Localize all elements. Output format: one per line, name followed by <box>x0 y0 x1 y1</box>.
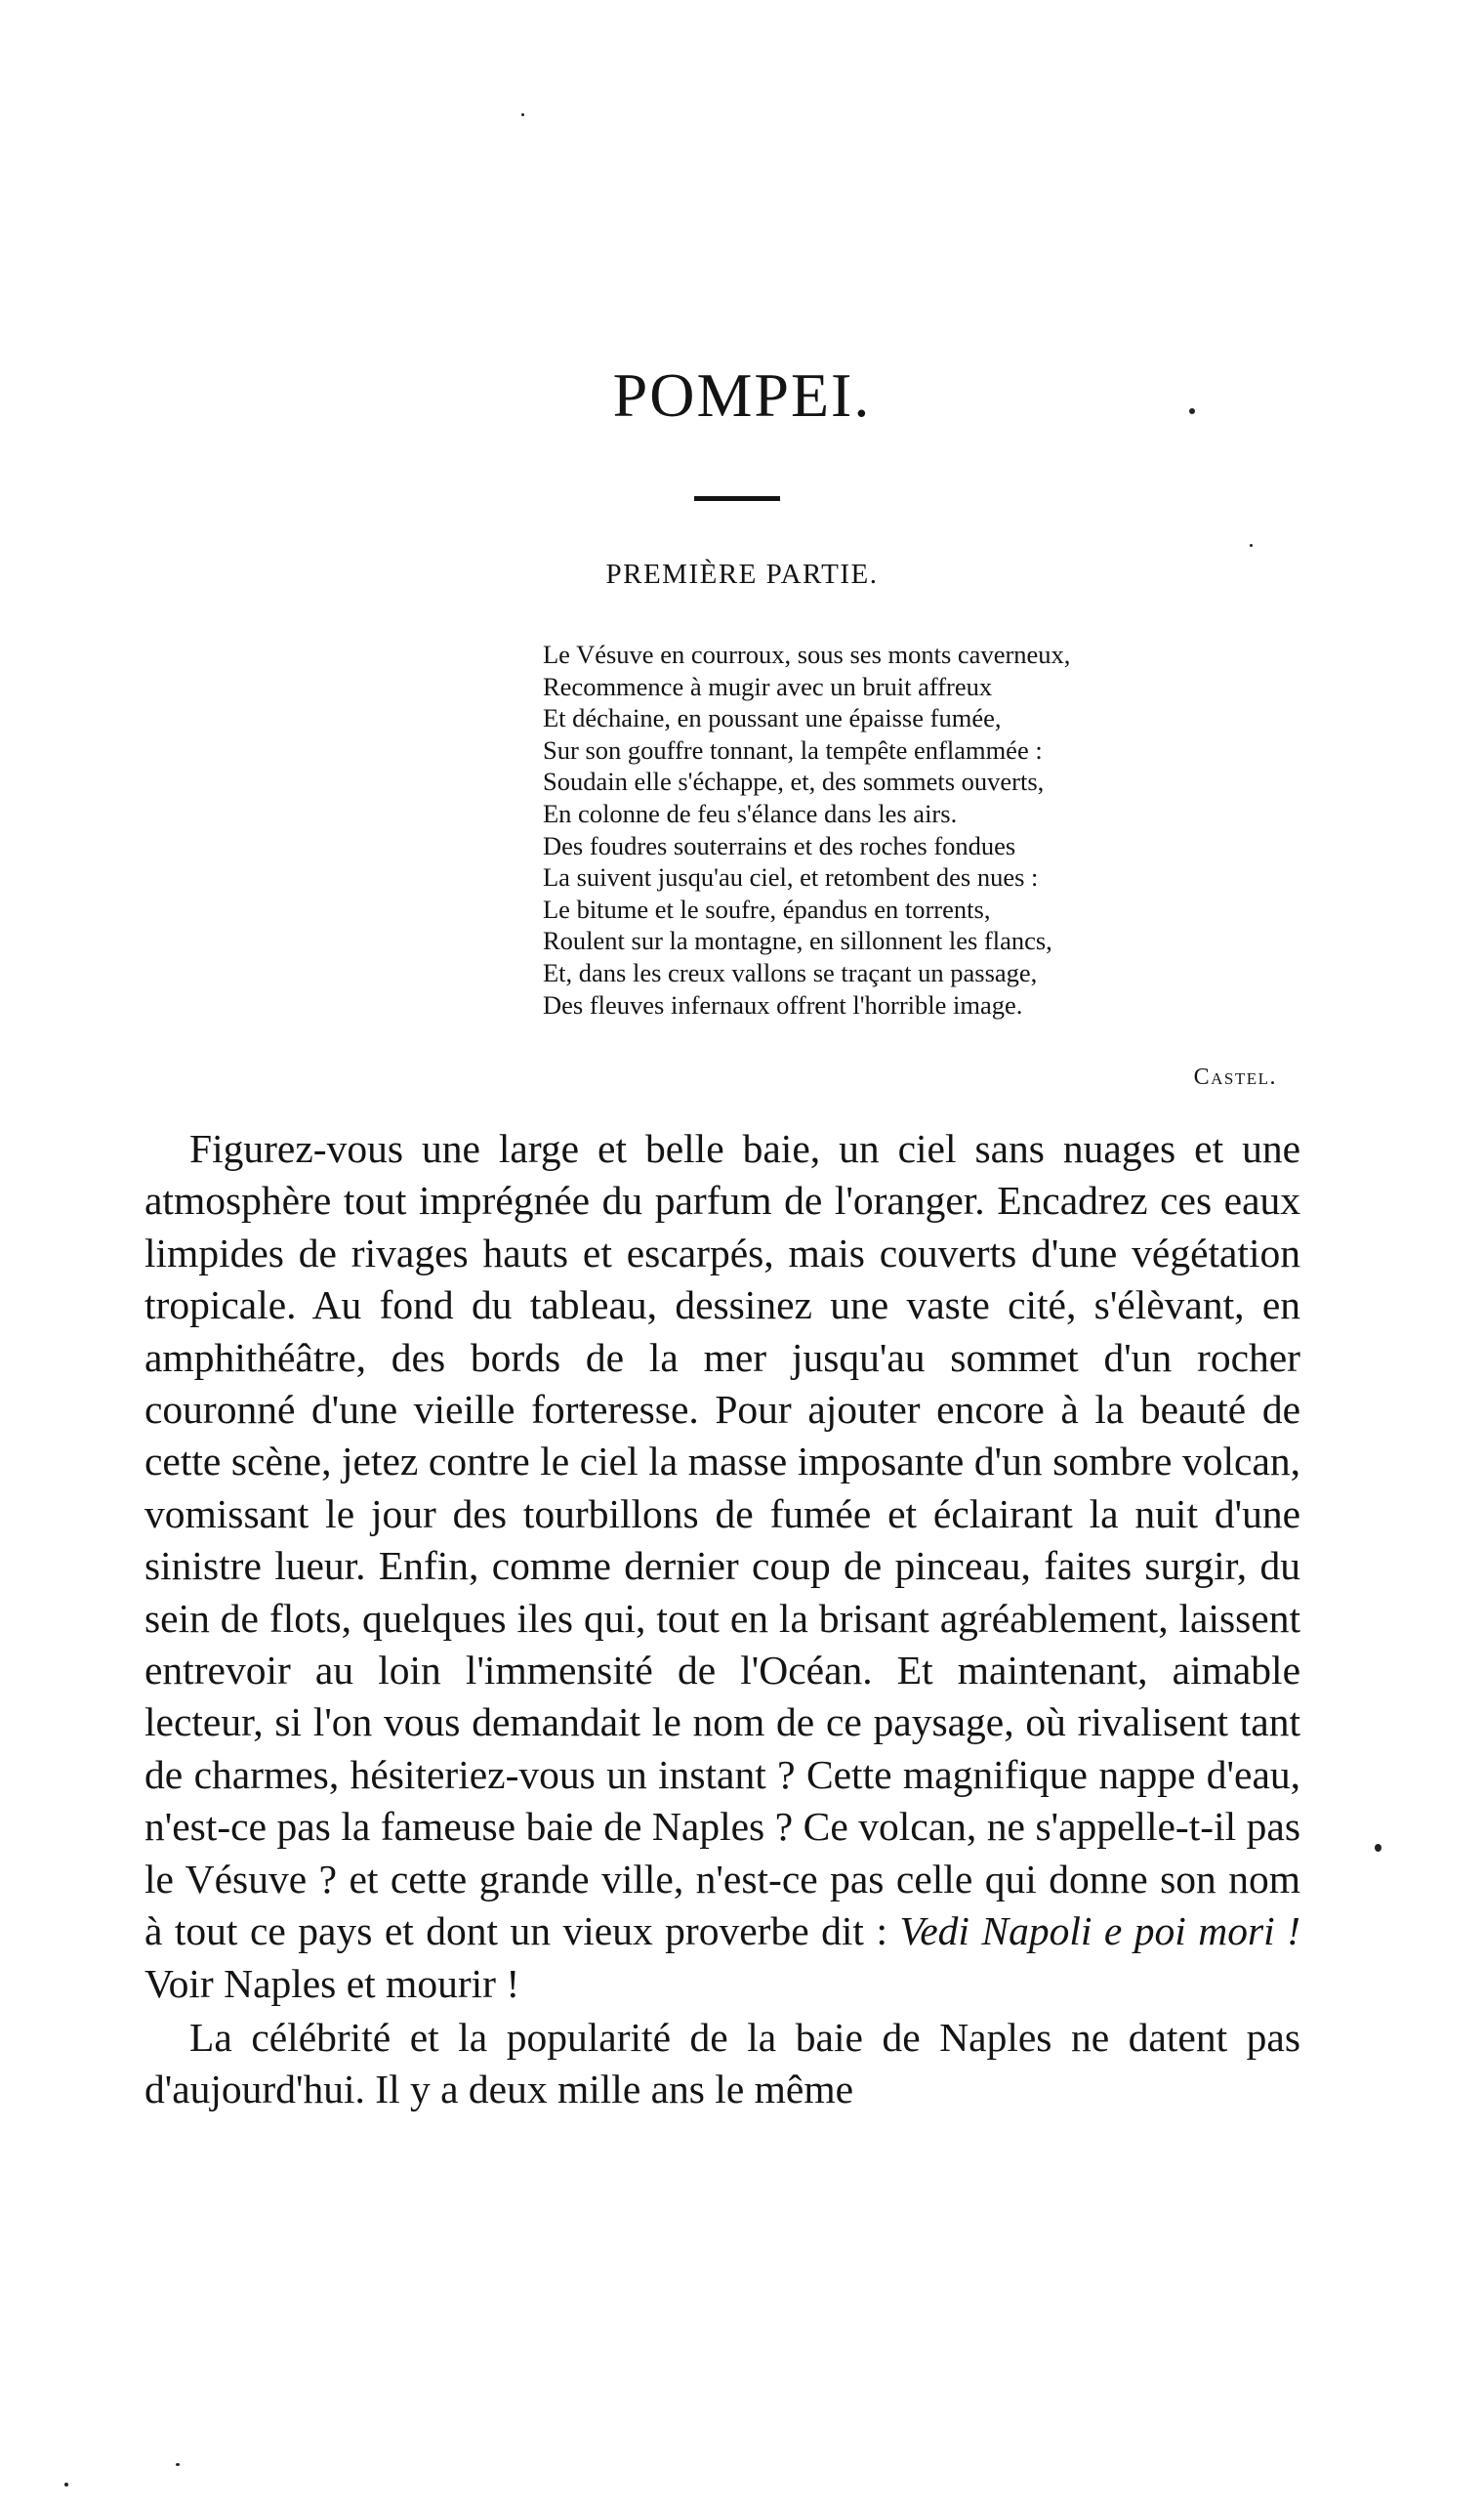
italic-quote: Vedi Napoli e poi mori ! <box>899 1908 1300 1954</box>
epigraph-poem <box>543 639 1285 1021</box>
paragraph <box>144 1123 1300 2010</box>
epigraph-line: Des foudres souterrains et des roches fondues <box>543 830 1016 860</box>
scan-speck <box>1375 1844 1381 1852</box>
chapter-title: POMPEI. <box>612 360 872 430</box>
epigraph-line: Soudain elle s'échappe, et, des sommets ouverts, <box>543 767 1045 797</box>
epigraph-line: Sur son gouffre tonnant, la tempête enflammée : <box>543 734 1043 765</box>
epigraph-line: Le Vésuve en courroux, sous ses monts caverneux, <box>543 640 1071 669</box>
epigraph-attribution: Castel. <box>1193 1065 1277 1090</box>
scan-speck <box>64 2483 68 2487</box>
scan-speck <box>176 2463 180 2466</box>
epigraph-line: En colonne de feu s'élance dans les airs. <box>543 798 958 828</box>
body-text <box>144 1123 1300 2116</box>
part-heading: PREMIÈRE PARTIE. <box>605 559 879 590</box>
epigraph-line: Roulent sur la montagne, en sillonnent les flancs, <box>543 926 1052 956</box>
epigraph-line: Des fleuves infernaux offrent l'horrible image. <box>543 989 1023 1020</box>
paragraph-text: La célébrité et la popularité de la baie de Naples ne datent pas d'aujourd'hui. Il y a deux mille ans le même <box>144 2014 1300 2112</box>
paragraph-text: Voir Naples et mourir ! <box>144 1960 520 2006</box>
scan-speck <box>1189 408 1195 414</box>
title-divider <box>694 496 780 501</box>
epigraph-line: Recommence à mugir avec un bruit affreux <box>543 671 993 701</box>
epigraph-line: Et déchaine, en poussant une épaisse fumée, <box>543 703 1002 733</box>
epigraph-line: Et, dans les creux vallons se traçant un passage, <box>543 957 1038 987</box>
scan-speck <box>1250 544 1253 547</box>
paragraph <box>144 2012 1300 2116</box>
epigraph-line: La suivent jusqu'au ciel, et retombent des nues : <box>543 862 1039 893</box>
epigraph-line: Le bitume et le soufre, épandus en torrents, <box>543 894 991 924</box>
scan-speck <box>521 113 524 116</box>
paragraph-text: Figurez-vous une large et belle baie, un ciel sans nuages et une atmosphère tout imprégnée du parfum de l'oranger. Encadrez ces eaux limpides de rivages hauts et escarpés, mais couverts d'une végétation tropicale. Au fond du tableau, dessinez une vaste cité, s'élèvant, en amphithéâtre, des bords de la mer jusqu'au sommet d'un rocher couronné d'une vieille forteresse. Pour ajouter encore à la beauté de cette scène, jetez contre le ciel la masse imposante d'un sombre volcan, vomissant le jour des tourbillons de fumée et éclairant la nuit d'une sinistre lueur. Enfin, comme dernier coup de pinceau, faites surgir, du sein de flots, quelques iles qui, tout en la brisant agréablement, laissent entrevoir au loin l'immensité de l'Océan. Et maintenant, aimable lecteur, si l'on vous demandait le nom de ce paysage, où rivalisent tant de charmes, hésiteriez-vous un instant ? Cette magnifique nappe d'eau, n'est-ce pas la fameuse baie de Naples ? Ce volcan, ne s'appelle-t-il pas le Vésuve ? et cette grande ville, n'est-ce pas celle qui donne son nom à tout ce pays et dont un vieux proverbe dit : <box>144 1126 1300 1954</box>
